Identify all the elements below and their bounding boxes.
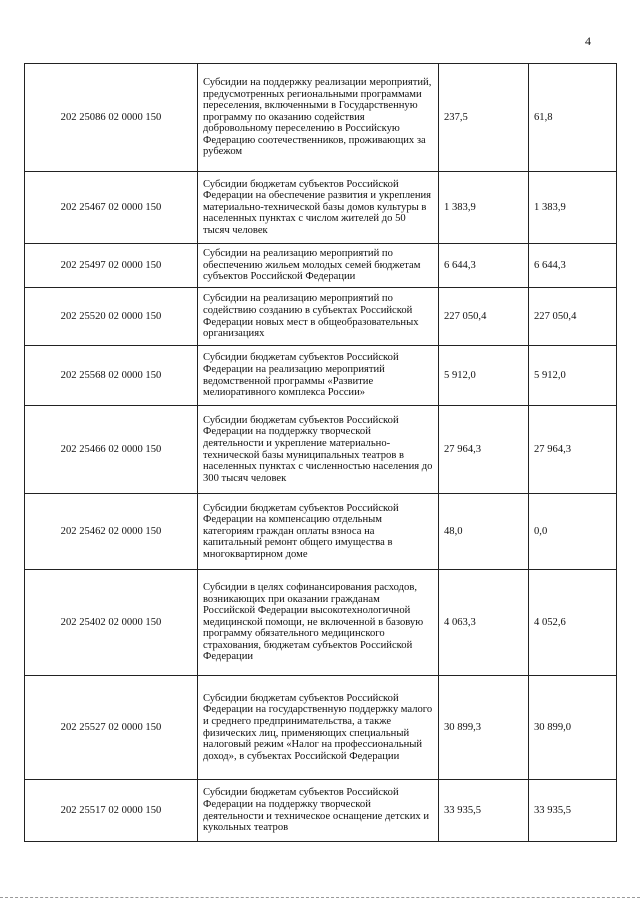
row-code: 202 25520 02 0000 150 [25, 288, 198, 346]
table-row [25, 346, 617, 406]
row-value-2: 1 383,9 [529, 172, 617, 244]
row-value-1: 1 383,9 [439, 172, 529, 244]
row-value-2: 6 644,3 [529, 244, 617, 288]
row-description: Субсидии бюджетам субъектов Российской Федерации на обеспечение развития и укрепления материально-технической базы домов культуры в населенных пунктах с числом жителей до 50 тысяч человек [198, 172, 439, 244]
table-row [25, 406, 617, 494]
row-value-2: 0,0 [529, 494, 617, 570]
row-value-2: 30 899,0 [529, 676, 617, 780]
row-code: 202 25568 02 0000 150 [25, 346, 198, 406]
table-row [25, 676, 617, 780]
row-code: 202 25402 02 0000 150 [25, 570, 198, 676]
row-description: Субсидии бюджетам субъектов Российской Федерации на поддержку творческой деятельности и укрепление материально-технической базы муниципальных театров в населенных пунктах с численностью населения до 300 тысяч человек [198, 406, 439, 494]
row-description: Субсидии на реализацию мероприятий по содействию созданию в субъектах Российской Федерации новых мест в общеобразовательных организациях [198, 288, 439, 346]
row-value-1: 5 912,0 [439, 346, 529, 406]
row-code: 202 25467 02 0000 150 [25, 172, 198, 244]
row-code: 202 25466 02 0000 150 [25, 406, 198, 494]
row-description: Субсидии на поддержку реализации мероприятий, предусмотренных региональными программами переселения, включенными в Государственную программу по оказанию содействия добровольному переселению в Российскую Федерацию соотечественников, проживающих за рубежом [198, 64, 439, 172]
row-code: 202 25462 02 0000 150 [25, 494, 198, 570]
row-value-1: 4 063,3 [439, 570, 529, 676]
table-row [25, 780, 617, 842]
row-description: Субсидии бюджетам субъектов Российской Федерации на государственную поддержку малого и среднего предпринимательства, а также физических лиц, применяющих специальный налоговый режим «Налог на профессиональный доход», в субъектах Российской Федерации [198, 676, 439, 780]
row-value-1: 27 964,3 [439, 406, 529, 494]
table-row [25, 172, 617, 244]
row-code: 202 25527 02 0000 150 [25, 676, 198, 780]
table-row [25, 64, 617, 172]
row-value-1: 6 644,3 [439, 244, 529, 288]
row-description: Субсидии на реализацию мероприятий по обеспечению жильем молодых семей бюджетам субъектов Российской Федерации [198, 244, 439, 288]
row-value-2: 33 935,5 [529, 780, 617, 842]
row-value-2: 5 912,0 [529, 346, 617, 406]
table-row [25, 570, 617, 676]
row-value-2: 61,8 [529, 64, 617, 172]
table-row [25, 244, 617, 288]
row-value-2: 27 964,3 [529, 406, 617, 494]
table-row [25, 494, 617, 570]
row-description: Субсидии бюджетам субъектов Российской Федерации на реализацию мероприятий ведомственной программы «Развитие мелиоративного комплекса России» [198, 346, 439, 406]
budget-table [24, 63, 617, 842]
row-value-2: 227 050,4 [529, 288, 617, 346]
scan-edge-line [0, 897, 640, 898]
row-description: Субсидии в целях софинансирования расходов, возникающих при оказании гражданам Российской Федерации высокотехнологичной медицинской помощи, не включенной в базовую программу обязательного медицинского страхования, бюджетам субъектов Российской Федерации [198, 570, 439, 676]
row-value-1: 48,0 [439, 494, 529, 570]
row-description: Субсидии бюджетам субъектов Российской Федерации на поддержку творческой деятельности и техническое оснащение детских и кукольных театров [198, 780, 439, 842]
row-value-2: 4 052,6 [529, 570, 617, 676]
row-code: 202 25497 02 0000 150 [25, 244, 198, 288]
page-number: 4 [585, 34, 591, 48]
row-code: 202 25086 02 0000 150 [25, 64, 198, 172]
row-value-1: 227 050,4 [439, 288, 529, 346]
row-value-1: 237,5 [439, 64, 529, 172]
row-value-1: 30 899,3 [439, 676, 529, 780]
row-value-1: 33 935,5 [439, 780, 529, 842]
table-row [25, 288, 617, 346]
row-code: 202 25517 02 0000 150 [25, 780, 198, 842]
row-description: Субсидии бюджетам субъектов Российской Федерации на компенсацию отдельным категориям граждан оплаты взноса на капитальный ремонт общего имущества в многоквартирном доме [198, 494, 439, 570]
